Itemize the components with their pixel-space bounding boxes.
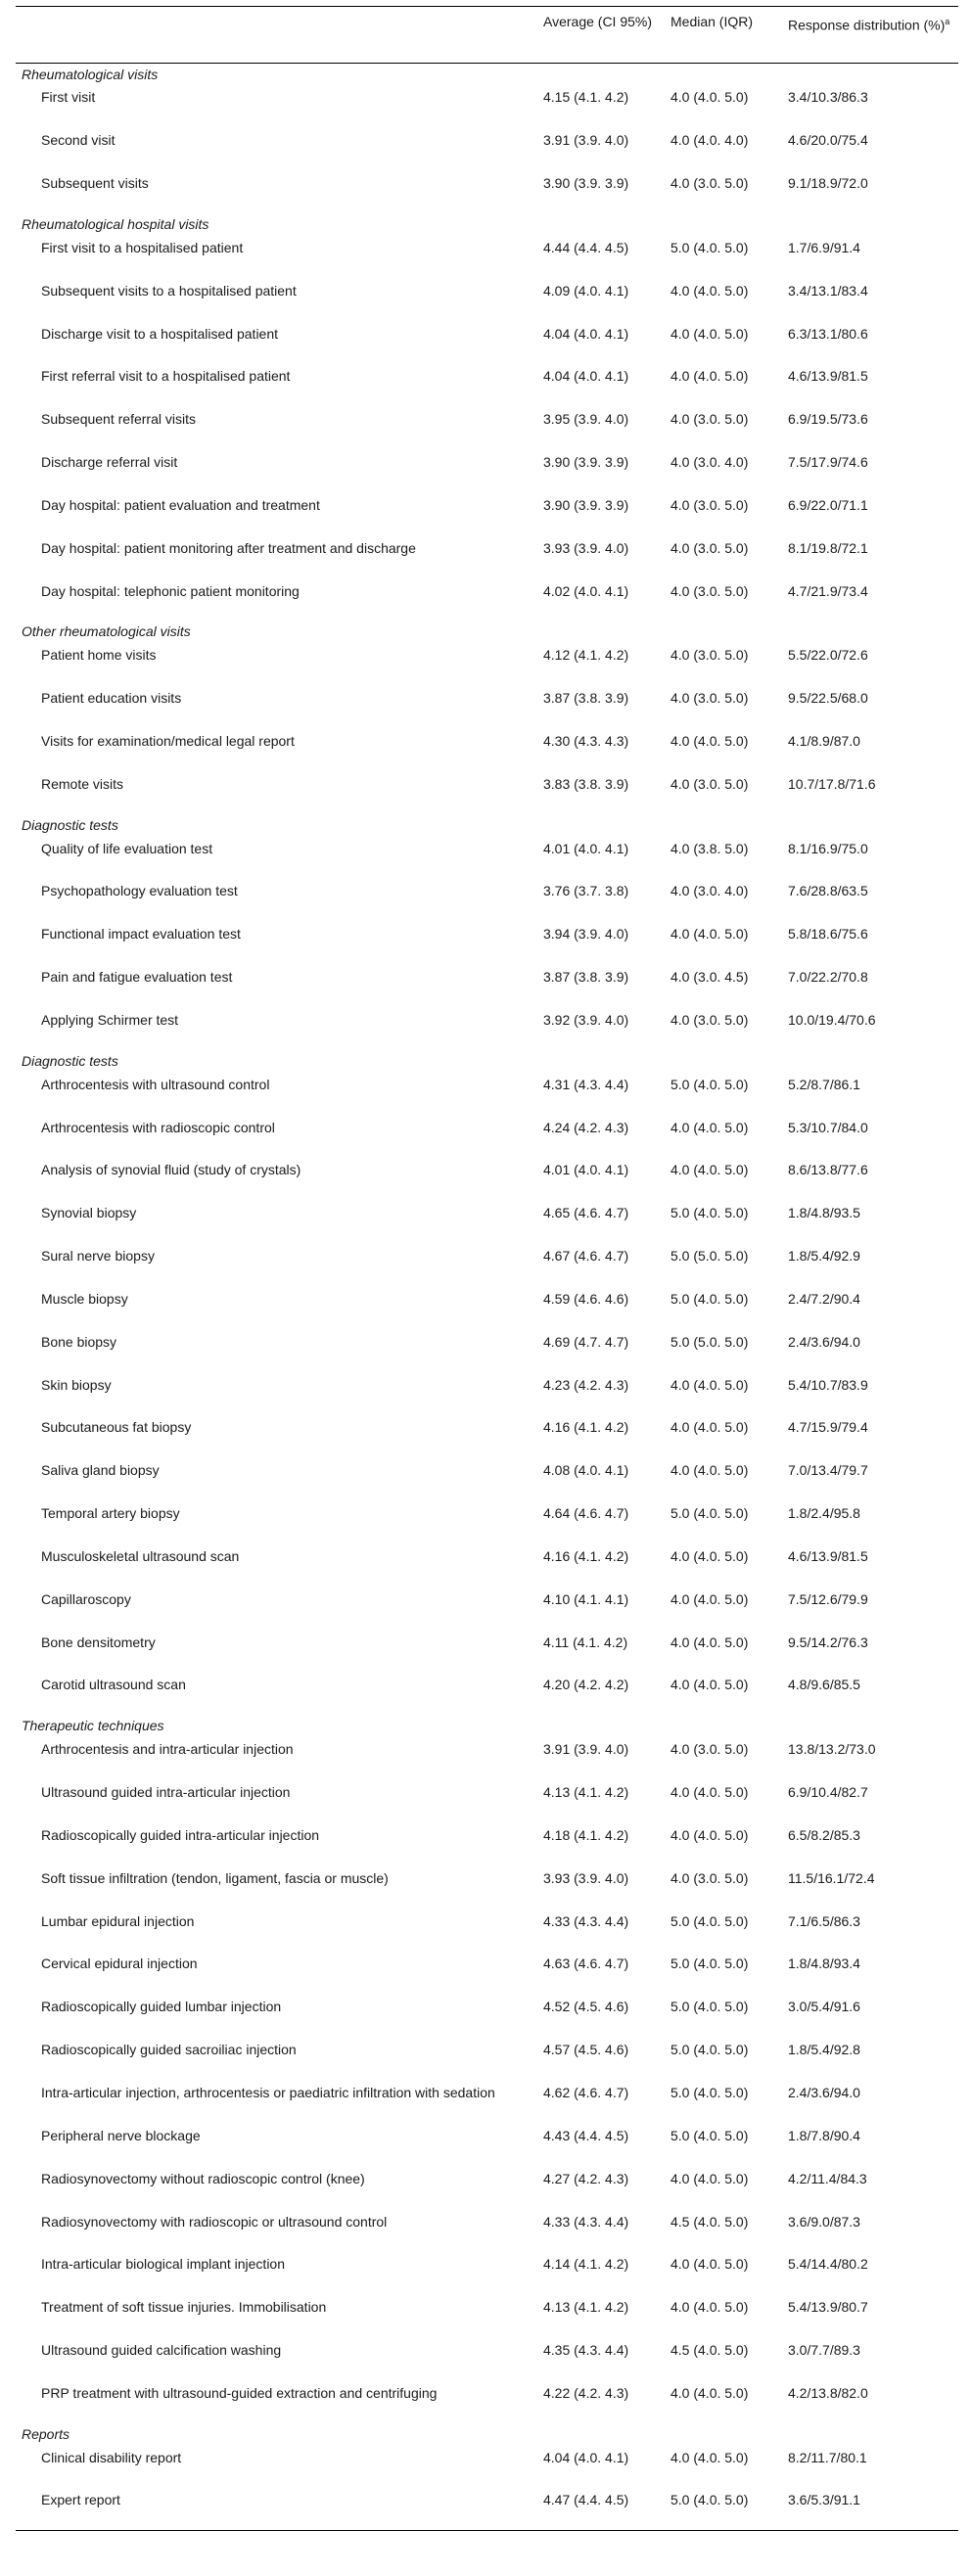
- table-row: [16, 1736, 958, 1779]
- distribution-cell: 5.4/14.4/80.2: [788, 2256, 868, 2273]
- average-cell: 4.43 (4.4. 4.5): [543, 2127, 629, 2143]
- section-row: [16, 64, 958, 85]
- row-label: Expert report: [16, 2487, 537, 2530]
- row-label: Second visit: [41, 132, 116, 149]
- distribution-cell: 3.4/13.1/83.4: [788, 282, 868, 299]
- row-label: Capillaroscopy: [41, 1590, 131, 1607]
- row-label: Quality of life evaluation test: [41, 840, 213, 856]
- table-row: [16, 1286, 958, 1329]
- median-cell: 4.0 (4.0. 5.0): [670, 1590, 749, 1607]
- table-row: [16, 2209, 958, 2252]
- table-row: [16, 1865, 958, 1909]
- average-cell: 4.59 (4.6. 4.6): [543, 1290, 629, 1307]
- row-label: Arthrocentesis and intra-articular injection: [41, 1741, 294, 1758]
- header-distribution: [782, 7, 958, 64]
- row-label: Sural nerve biopsy: [41, 1248, 155, 1265]
- table-row: [16, 836, 958, 879]
- average-cell: 4.15 (4.1. 4.2): [543, 89, 629, 106]
- average-cell: 4.33 (4.3. 4.4): [543, 2213, 629, 2230]
- row-label: Day hospital: patient monitoring after treatment and discharge: [41, 539, 416, 556]
- average-cell: 4.67 (4.6. 4.7): [543, 1248, 629, 1265]
- row-label: Radioscopically guided sacroiliac injection: [41, 2042, 297, 2058]
- median-cell: 4.0 (4.0. 5.0): [670, 2449, 749, 2465]
- average-cell: 4.64 (4.6. 4.7): [543, 1505, 629, 1522]
- median-cell: 4.0 (3.0. 5.0): [670, 1011, 749, 1028]
- distribution-cell: 3.0/5.4/91.6: [788, 1999, 860, 2015]
- header-row: [16, 7, 958, 64]
- row-label: Functional impact evaluation test: [41, 926, 241, 943]
- table-row: [16, 1822, 958, 1865]
- average-cell: 4.11 (4.1. 4.2): [543, 1633, 628, 1650]
- distribution-cell: 6.9/22.0/71.1: [788, 496, 868, 513]
- row-label: Peripheral nerve blockage: [41, 2127, 201, 2143]
- distribution-cell: 4.7/15.9/79.4: [788, 1419, 868, 1436]
- median-cell: 5.0 (4.0. 5.0): [670, 239, 749, 255]
- median-cell: 4.0 (3.0. 5.0): [670, 647, 749, 664]
- table-row: [16, 449, 958, 492]
- average-cell: 4.22 (4.2. 4.3): [543, 2384, 629, 2401]
- median-cell: 4.0 (4.0. 5.0): [670, 1119, 749, 1135]
- distribution-cell: 8.6/13.8/77.6: [788, 1162, 868, 1178]
- median-cell: 4.0 (4.0. 4.0): [670, 132, 749, 149]
- row-label: Arthrocentesis with ultrasound control: [41, 1076, 270, 1092]
- row-label: Analysis of synovial fluid (study of crystals): [41, 1162, 301, 1178]
- median-cell: 5.0 (4.0. 5.0): [670, 1205, 749, 1221]
- distribution-cell: 6.5/8.2/85.3: [788, 1826, 860, 1843]
- table-row: [16, 2380, 958, 2423]
- table-row: [16, 1994, 958, 2037]
- row-label: Visits for examination/medical legal report: [41, 732, 295, 749]
- distribution-cell: 6.3/13.1/80.6: [788, 325, 868, 342]
- median-cell: 4.0 (4.0. 5.0): [670, 282, 749, 299]
- average-cell: 4.16 (4.1. 4.2): [543, 1419, 629, 1436]
- header-average: Average (CI 95%): [537, 7, 665, 64]
- table-row: [16, 921, 958, 964]
- table-row: [16, 964, 958, 1007]
- row-label: Day hospital: telephonic patient monitoring: [41, 582, 300, 599]
- average-cell: 4.31 (4.3. 4.4): [543, 1076, 629, 1092]
- median-cell: 4.0 (4.0. 5.0): [670, 1376, 749, 1393]
- table-row: [16, 728, 958, 771]
- median-cell: 4.5 (4.0. 5.0): [670, 2213, 749, 2230]
- row-label: Saliva gland biopsy: [41, 1462, 160, 1479]
- average-cell: 3.94 (3.9. 4.0): [543, 926, 629, 943]
- distribution-cell: 2.4/7.2/90.4: [788, 1290, 860, 1307]
- median-cell: 4.0 (4.0. 5.0): [670, 1633, 749, 1650]
- row-label: Musculoskeletal ultrasound scan: [41, 1547, 240, 1564]
- median-cell: 4.0 (4.0. 5.0): [670, 1162, 749, 1178]
- distribution-cell: 5.4/10.7/83.9: [788, 1376, 868, 1393]
- row-label: Patient home visits: [41, 647, 157, 664]
- distribution-cell: 6.9/19.5/73.6: [788, 411, 868, 428]
- row-label: Patient education visits: [41, 690, 182, 707]
- median-cell: 5.0 (4.0. 5.0): [670, 2127, 749, 2143]
- row-label: Discharge referral visit: [41, 454, 178, 471]
- row-label: Ultrasound guided intra-articular injection: [41, 1784, 291, 1801]
- table-row: [16, 771, 958, 814]
- distribution-cell: 10.0/19.4/70.6: [788, 1011, 876, 1028]
- distribution-cell: 4.1/8.9/87.0: [788, 732, 860, 749]
- distribution-cell: 3.6/5.3/91.1: [782, 2487, 958, 2530]
- average-cell: 4.35 (4.3. 4.4): [543, 2342, 629, 2359]
- table-row: [16, 170, 958, 213]
- row-label: Radiosynovectomy with radioscopic or ultrasound control: [41, 2213, 388, 2230]
- row-label: Day hospital: patient evaluation and treatment: [41, 496, 320, 513]
- table-row: [16, 2294, 958, 2337]
- average-cell: 4.10 (4.1. 4.1): [543, 1590, 629, 1607]
- average-cell: 4.14 (4.1. 4.2): [543, 2256, 629, 2273]
- table-row: [16, 1414, 958, 1457]
- table-row: [16, 492, 958, 535]
- average-cell: 4.23 (4.2. 4.3): [543, 1376, 629, 1393]
- table-row: [16, 1329, 958, 1372]
- distribution-cell: 2.4/3.6/94.0: [788, 2084, 860, 2100]
- distribution-cell: 4.8/9.6/85.5: [788, 1677, 860, 1693]
- table-row: [16, 1951, 958, 1994]
- average-cell: 4.04 (4.0. 4.1): [543, 2449, 629, 2465]
- footnote-marker: a: [945, 17, 950, 26]
- section-row: [16, 2423, 958, 2445]
- row-label: Subsequent visits to a hospitalised patient: [41, 282, 297, 299]
- distribution-cell: 7.0/13.4/79.7: [788, 1462, 868, 1479]
- distribution-cell: 3.4/10.3/86.3: [788, 89, 868, 106]
- row-label: Radioscopically guided intra-articular injection: [41, 1826, 320, 1843]
- average-cell: 4.08 (4.0. 4.1): [543, 1462, 629, 1479]
- distribution-cell: 6.9/10.4/82.7: [788, 1784, 868, 1801]
- table-row: [16, 1157, 958, 1200]
- row-label: Radiosynovectomy without radioscopic control (knee): [41, 2170, 365, 2186]
- average-cell: 3.83 (3.8. 3.9): [543, 775, 629, 792]
- median-cell: 5.0 (5.0. 5.0): [670, 1248, 749, 1265]
- section-row: [16, 1050, 958, 1072]
- section-row: [16, 1715, 958, 1736]
- median-cell: 4.0 (4.0. 5.0): [670, 1419, 749, 1436]
- average-cell: 4.04 (4.0. 4.1): [543, 325, 629, 342]
- table-row: [16, 1243, 958, 1286]
- median-cell: 4.0 (4.0. 5.0): [670, 732, 749, 749]
- table-row: [16, 1115, 958, 1158]
- row-label: Ultrasound guided calcification washing: [41, 2342, 282, 2359]
- row-label: Synovial biopsy: [41, 1205, 137, 1221]
- distribution-cell: 7.1/6.5/86.3: [788, 1912, 860, 1929]
- distribution-cell: 5.5/22.0/72.6: [788, 647, 868, 664]
- table-row: [16, 1372, 958, 1415]
- median-cell: 4.0 (4.0. 5.0): [670, 368, 749, 385]
- row-label: Treatment of soft tissue injuries. Immobilisation: [41, 2299, 327, 2316]
- average-cell: 3.90 (3.9. 3.9): [543, 454, 629, 471]
- median-cell: 5.0 (4.0. 5.0): [670, 2084, 749, 2100]
- median-cell: 5.0 (4.0. 5.0): [670, 1999, 749, 2015]
- row-label: Discharge visit to a hospitalised patient: [41, 325, 279, 342]
- average-cell: 4.65 (4.6. 4.7): [543, 1205, 629, 1221]
- distribution-cell: 7.0/22.2/70.8: [788, 969, 868, 986]
- average-cell: 4.18 (4.1. 4.2): [543, 1826, 629, 1843]
- row-label: Psychopathology evaluation test: [41, 883, 238, 899]
- row-label: Temporal artery biopsy: [41, 1505, 180, 1522]
- row-label: Arthrocentesis with radioscopic control: [41, 1119, 275, 1135]
- distribution-cell: 9.1/18.9/72.0: [788, 175, 868, 192]
- average-cell: 4.63 (4.6. 4.7): [543, 1955, 629, 1972]
- row-label: First visit to a hospitalised patient: [41, 239, 244, 255]
- median-cell: 4.0 (4.0. 5.0): [670, 1677, 749, 1693]
- table-row: [16, 1200, 958, 1243]
- average-cell: 3.87 (3.8. 3.9): [543, 690, 629, 707]
- table-row: [16, 578, 958, 621]
- header-item: [16, 7, 537, 64]
- table-row: [16, 2080, 958, 2123]
- section-title: Rheumatological visits: [22, 67, 159, 82]
- header-median: Median (IQR): [665, 7, 782, 64]
- average-cell: 3.91 (3.9. 4.0): [543, 132, 629, 149]
- header-distribution-label: Response distribution (%): [788, 17, 946, 33]
- average-cell: 3.95 (3.9. 4.0): [543, 411, 629, 428]
- average-cell: 4.01 (4.0. 4.1): [543, 1162, 629, 1178]
- table-row: [16, 878, 958, 921]
- median-cell: 4.0 (4.0. 5.0): [670, 1462, 749, 1479]
- table-row: [16, 235, 958, 278]
- distribution-cell: 3.0/7.7/89.3: [788, 2342, 860, 2359]
- table-row: [16, 2337, 958, 2380]
- median-cell: 4.0 (3.0. 4.0): [670, 454, 749, 471]
- table-row: [16, 127, 958, 170]
- average-cell: 4.52 (4.5. 4.6): [543, 1999, 629, 2015]
- table-row: [16, 685, 958, 728]
- average-cell: 4.24 (4.2. 4.3): [543, 1119, 629, 1135]
- table-row: [16, 363, 958, 406]
- average-cell: 4.30 (4.3. 4.3): [543, 732, 629, 749]
- table-row: [16, 1672, 958, 1715]
- average-cell: 4.27 (4.2. 4.3): [543, 2170, 629, 2186]
- median-cell: 4.0 (4.0. 5.0): [670, 1784, 749, 1801]
- average-cell: 4.62 (4.6. 4.7): [543, 2084, 629, 2100]
- table-body: [16, 64, 958, 2531]
- median-cell: 4.0 (3.0. 4.5): [670, 969, 749, 986]
- section-title: Rheumatological hospital visits: [22, 215, 209, 232]
- distribution-cell: 1.8/2.4/95.8: [788, 1505, 860, 1522]
- median-cell: 4.0 (3.0. 5.0): [670, 496, 749, 513]
- distribution-cell: 4.2/11.4/84.3: [788, 2170, 867, 2186]
- section-title: Therapeutic techniques: [22, 1718, 164, 1734]
- median-cell: 4.0 (4.0. 5.0): [670, 2256, 749, 2273]
- distribution-cell: 4.6/13.9/81.5: [788, 368, 868, 385]
- table-row: [16, 1909, 958, 1952]
- distribution-cell: 1.8/7.8/90.4: [788, 2127, 860, 2143]
- table-row: [16, 2037, 958, 2080]
- average-cell: 3.90 (3.9. 3.9): [543, 175, 629, 192]
- row-label: Soft tissue infiltration (tendon, ligament, fascia or muscle): [41, 1869, 389, 1886]
- distribution-cell: 2.4/3.6/94.0: [788, 1333, 860, 1350]
- row-label: Subsequent visits: [41, 175, 149, 192]
- median-cell: 4.0 (4.0. 5.0): [670, 89, 749, 106]
- average-cell: 4.13 (4.1. 4.2): [543, 1784, 629, 1801]
- median-cell: 4.0 (3.0. 5.0): [670, 775, 749, 792]
- median-cell: 4.0 (3.0. 4.0): [670, 883, 749, 899]
- table-row: [16, 1587, 958, 1630]
- average-cell: 3.87 (3.8. 3.9): [543, 969, 629, 986]
- table-row: [16, 2166, 958, 2209]
- median-cell: 4.0 (3.0. 5.0): [670, 539, 749, 556]
- median-cell: 4.0 (3.0. 5.0): [670, 582, 749, 599]
- median-cell: 4.0 (4.0. 5.0): [670, 2299, 749, 2316]
- row-label: Applying Schirmer test: [41, 1011, 179, 1028]
- row-label: Skin biopsy: [41, 1376, 112, 1393]
- average-cell: 3.91 (3.9. 4.0): [543, 1741, 629, 1758]
- median-cell: 5.0 (4.0. 5.0): [670, 2042, 749, 2058]
- average-cell: 4.33 (4.3. 4.4): [543, 1912, 629, 1929]
- table-row: [16, 406, 958, 449]
- row-label: Clinical disability report: [41, 2449, 182, 2465]
- distribution-cell: 10.7/17.8/71.6: [788, 775, 876, 792]
- average-cell: 4.47 (4.4. 4.5): [537, 2487, 665, 2530]
- average-cell: 4.20 (4.2. 4.2): [543, 1677, 629, 1693]
- distribution-cell: 1.7/6.9/91.4: [788, 239, 860, 255]
- distribution-cell: 8.1/16.9/75.0: [788, 840, 868, 856]
- median-cell: 4.0 (4.0. 5.0): [670, 926, 749, 943]
- average-cell: 3.76 (3.7. 3.8): [543, 883, 629, 899]
- results-table: [16, 6, 958, 2531]
- table-row: [16, 1779, 958, 1822]
- average-cell: 4.04 (4.0. 4.1): [543, 368, 629, 385]
- row-label: First visit: [41, 89, 96, 106]
- row-label: Lumbar epidural injection: [41, 1912, 195, 1929]
- distribution-cell: 7.5/17.9/74.6: [788, 454, 868, 471]
- row-label: Remote visits: [41, 775, 124, 792]
- distribution-cell: 8.2/11.7/80.1: [788, 2449, 867, 2465]
- average-cell: 4.01 (4.0. 4.1): [543, 840, 629, 856]
- row-label: Subcutaneous fat biopsy: [41, 1419, 192, 1436]
- median-cell: 4.0 (4.0. 5.0): [670, 1547, 749, 1564]
- average-cell: 4.57 (4.5. 4.6): [543, 2042, 629, 2058]
- table-row: [16, 278, 958, 321]
- distribution-cell: 1.8/4.8/93.5: [788, 1205, 860, 1221]
- table-row: [16, 2251, 958, 2294]
- average-cell: 3.90 (3.9. 3.9): [543, 496, 629, 513]
- row-label: Muscle biopsy: [41, 1290, 128, 1307]
- median-cell: 4.0 (3.0. 5.0): [670, 690, 749, 707]
- table-row: [16, 321, 958, 364]
- median-cell: 4.0 (3.0. 5.0): [670, 1869, 749, 1886]
- row-label: Intra-articular biological implant injection: [41, 2256, 286, 2273]
- distribution-cell: 5.3/10.7/84.0: [788, 1119, 868, 1135]
- median-cell: 4.0 (3.0. 5.0): [670, 175, 749, 192]
- section-title: Diagnostic tests: [22, 1052, 118, 1069]
- distribution-cell: 5.8/18.6/75.6: [788, 926, 868, 943]
- row-label: Subsequent referral visits: [41, 411, 196, 428]
- distribution-cell: 13.8/13.2/73.0: [788, 1741, 876, 1758]
- median-cell: 5.0 (4.0. 5.0): [670, 1955, 749, 1972]
- average-cell: 4.44 (4.4. 4.5): [543, 239, 629, 255]
- average-cell: 4.16 (4.1. 4.2): [543, 1547, 629, 1564]
- distribution-cell: 1.8/4.8/93.4: [788, 1955, 860, 1972]
- section-title: Other rheumatological visits: [22, 623, 191, 640]
- table-row: [16, 535, 958, 578]
- row-label: First referral visit to a hospitalised patient: [41, 368, 291, 385]
- distribution-cell: 4.2/13.8/82.0: [788, 2384, 868, 2401]
- distribution-cell: 1.8/5.4/92.8: [788, 2042, 860, 2058]
- section-row: [16, 814, 958, 836]
- distribution-cell: 4.6/20.0/75.4: [788, 132, 868, 149]
- distribution-cell: 1.8/5.4/92.9: [788, 1248, 860, 1265]
- section-title: Diagnostic tests: [22, 816, 118, 833]
- median-cell: 5.0 (4.0. 5.0): [670, 1290, 749, 1307]
- average-cell: 3.93 (3.9. 4.0): [543, 539, 629, 556]
- distribution-cell: 7.5/12.6/79.9: [788, 1590, 868, 1607]
- median-cell: 4.0 (3.8. 5.0): [670, 840, 749, 856]
- row-label: Bone densitometry: [41, 1633, 156, 1650]
- median-cell: 4.0 (3.0. 5.0): [670, 1741, 749, 1758]
- average-cell: 4.02 (4.0. 4.1): [543, 582, 629, 599]
- row-label: Carotid ultrasound scan: [41, 1677, 186, 1693]
- distribution-cell: 9.5/14.2/76.3: [788, 1633, 868, 1650]
- average-cell: 4.13 (4.1. 4.2): [543, 2299, 629, 2316]
- average-cell: 4.12 (4.1. 4.2): [543, 647, 629, 664]
- distribution-cell: 11.5/16.1/72.4: [788, 1869, 875, 1886]
- median-cell: 5.0 (4.0. 5.0): [670, 1505, 749, 1522]
- row-label: Radioscopically guided lumbar injection: [41, 1999, 282, 2015]
- median-cell: 4.0 (4.0. 5.0): [670, 325, 749, 342]
- table-row: [16, 1007, 958, 1050]
- distribution-cell: 8.1/19.8/72.1: [788, 539, 868, 556]
- row-label: Cervical epidural injection: [41, 1955, 198, 1972]
- row-label: Intra-articular injection, arthrocentesis or paediatric infiltration with sedation: [41, 2084, 495, 2100]
- distribution-cell: 3.6/9.0/87.3: [788, 2213, 860, 2230]
- table-row: [16, 2123, 958, 2166]
- median-cell: 5.0 (4.0. 5.0): [670, 1076, 749, 1092]
- table-row: [16, 1500, 958, 1543]
- distribution-cell: 4.7/21.9/73.4: [788, 582, 868, 599]
- section-title: Reports: [22, 2425, 70, 2442]
- table-row: [16, 84, 958, 127]
- row-label: Bone biopsy: [41, 1333, 117, 1350]
- median-cell: 4.0 (4.0. 5.0): [670, 1826, 749, 1843]
- table-row: [16, 1072, 958, 1115]
- median-cell: 4.0 (3.0. 5.0): [670, 411, 749, 428]
- table-row: [16, 642, 958, 685]
- row-label: PRP treatment with ultrasound-guided extraction and centrifuging: [41, 2384, 438, 2401]
- distribution-cell: 4.6/13.9/81.5: [788, 1547, 868, 1564]
- median-cell: 5.0 (4.0. 5.0): [665, 2487, 782, 2530]
- average-cell: 3.92 (3.9. 4.0): [543, 1011, 629, 1028]
- table-row: [16, 1543, 958, 1587]
- median-cell: 4.0 (4.0. 5.0): [670, 2170, 749, 2186]
- average-cell: 3.93 (3.9. 4.0): [543, 1869, 629, 1886]
- distribution-cell: 9.5/22.5/68.0: [788, 690, 868, 707]
- average-cell: 4.09 (4.0. 4.1): [543, 282, 629, 299]
- table-row: [16, 2445, 958, 2488]
- distribution-cell: 7.6/28.8/63.5: [788, 883, 868, 899]
- table-row: [16, 1630, 958, 1673]
- distribution-cell: 5.2/8.7/86.1: [788, 1076, 860, 1092]
- section-row: [16, 213, 958, 235]
- median-cell: 5.0 (4.0. 5.0): [670, 1912, 749, 1929]
- median-cell: 4.0 (4.0. 5.0): [670, 2384, 749, 2401]
- table-row: [16, 1457, 958, 1500]
- median-cell: 4.5 (4.0. 5.0): [670, 2342, 749, 2359]
- median-cell: 5.0 (5.0. 5.0): [670, 1333, 749, 1350]
- section-row: [16, 621, 958, 642]
- row-label: Pain and fatigue evaluation test: [41, 969, 233, 986]
- table-row: [16, 2487, 958, 2530]
- average-cell: 4.69 (4.7. 4.7): [543, 1333, 629, 1350]
- distribution-cell: 5.4/13.9/80.7: [788, 2299, 868, 2316]
